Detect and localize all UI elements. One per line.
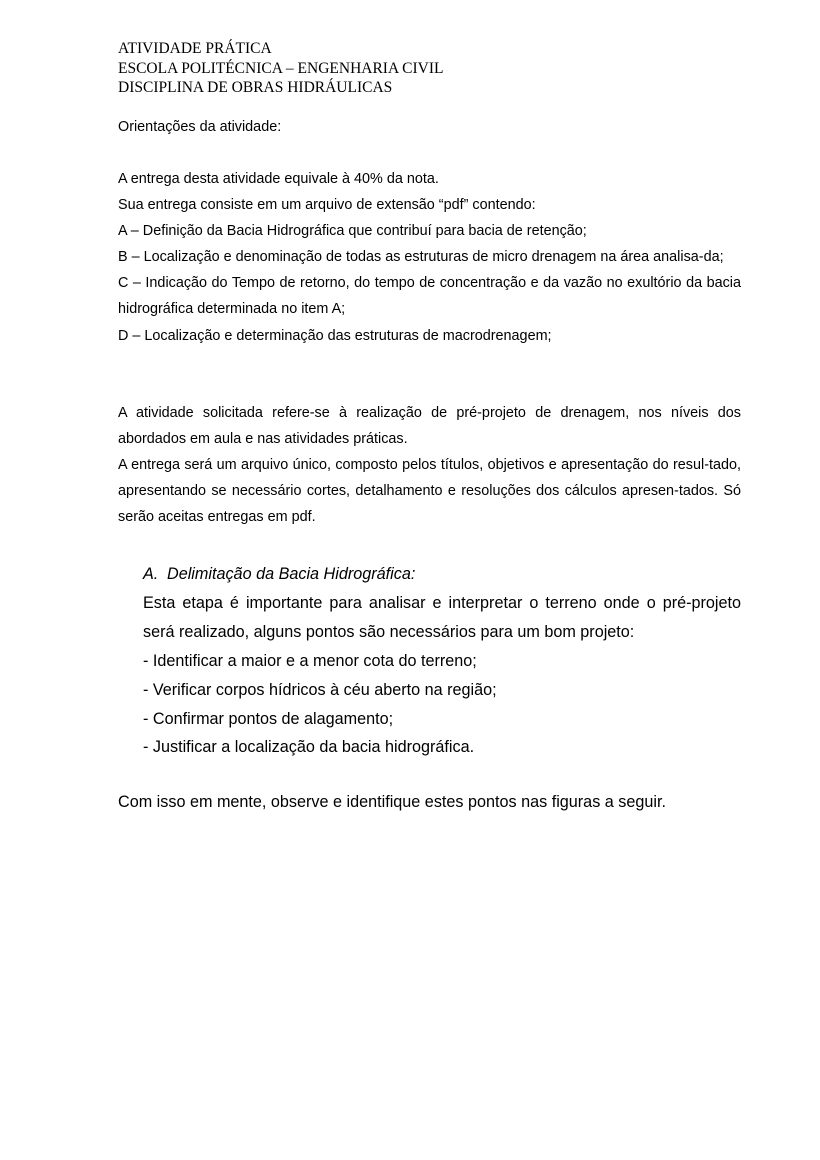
delivery-item-b: B – Localização e denominação de todas as estruturas de micro drenagem na área analisa-da; <box>118 249 724 266</box>
closing-sentence: Com isso em mente, observe e identifique estes pontos nas figuras a seguir. <box>118 793 666 811</box>
delivery-block <box>118 166 741 349</box>
section-a-intro: Esta etapa é importante para analisar e interpretar o terreno onde o pré-projeto será realizado, alguns pontos são necessários para um bom projeto: <box>143 593 741 641</box>
header-school: ESCOLA POLITÉCNICA – ENGENHARIA CIVIL <box>118 59 444 77</box>
activity-block <box>118 400 741 530</box>
section-a-title: Delimitação da Bacia Hidrográfica: <box>167 565 416 583</box>
delivery-item-a: A – Definição da Bacia Hidrográfica que contribuí para bacia de retenção; <box>118 223 587 240</box>
activity-paragraph-1: A atividade solicitada refere-se à realização de pré-projeto de drenagem, nos níveis dos abordados em aula e nas atividades práticas. <box>118 405 741 448</box>
activity-paragraph-2: A entrega será um arquivo único, composto pelos títulos, objetivos e apresentação do resul-tado, apresentando se necessário cortes, detalhamento e resoluções dos cálculos apresen-tados. Só serão aceitas entregas em pdf. <box>118 457 741 526</box>
delivery-item-d: D – Localização e determinação das estruturas de macrodrenagem; <box>118 327 552 344</box>
document-header <box>118 39 444 98</box>
section-a-point: - Verificar corpos hídricos à céu aberto na região; <box>143 680 497 699</box>
header-discipline: DISCIPLINA DE OBRAS HIDRÁULICAS <box>118 79 393 96</box>
section-a-point: - Identificar a maior e a menor cota do terreno; <box>143 651 477 670</box>
header-activity-title: ATIVIDADE PRÁTICA <box>118 40 272 57</box>
delivery-item-c: C – Indicação do Tempo de retorno, do tempo de concentração e da vazão no exultório da bacia hidrográfica determinada no item A; <box>118 275 741 318</box>
section-a-heading <box>143 560 741 589</box>
delivery-grade-line: A entrega desta atividade equivale à 40% da nota. <box>118 171 439 187</box>
section-a-point: - Justificar a localização da bacia hidrográfica. <box>143 738 475 757</box>
section-a-point: - Confirmar pontos de alagamento; <box>143 709 394 728</box>
section-a <box>143 560 741 762</box>
orientations-title: Orientações da atividade: <box>118 119 282 135</box>
section-a-letter: A. <box>143 565 159 583</box>
delivery-format-line: Sua entrega consiste em um arquivo de extensão “pdf” contendo: <box>118 197 536 214</box>
